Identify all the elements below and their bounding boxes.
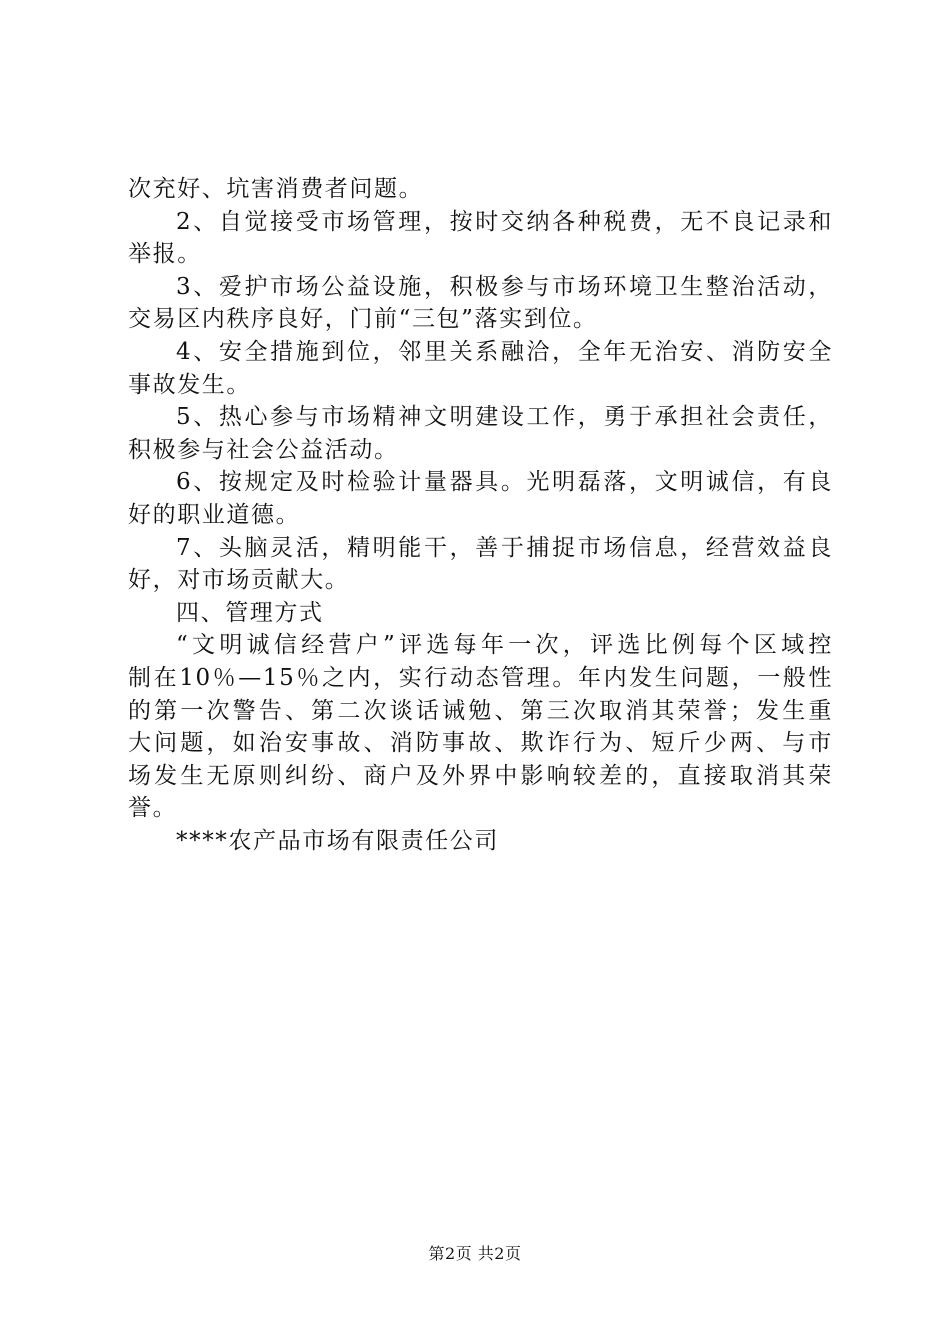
text-line: 事故发生。 (128, 371, 251, 398)
text-line: 3、爱护市场公益设施，积极参与市场环境卫生整治活动， (176, 273, 833, 300)
document-body (128, 173, 833, 857)
text-line: 好的职业道德。 (128, 501, 301, 528)
text-line: 举报。 (128, 241, 202, 268)
text-line: 6、按规定及时检验计量器具。光明磊落，文明诚信，有良 (176, 469, 833, 496)
text-line: 7、头脑灵活，精明能干，善于捕捉市场信息，经营效益良 (176, 534, 833, 561)
text-line: 次充好、坑害消费者问题。 (128, 176, 424, 202)
text-line: 大问题，如治安事故、消防事故、欺诈行为、短斤少两、与市 (128, 730, 833, 757)
text-line: 场发生无原则纠纷、商户及外界中影响较差的，直接取消其荣 (128, 762, 833, 789)
text-line: “文明诚信经营户”评选每年一次，评选比例每个区域控 (176, 632, 833, 659)
text-line: 四、管理方式 (176, 599, 324, 626)
text-line: 积极参与社会公益活动。 (128, 436, 399, 463)
text-line: 5、热心参与市场精神文明建设工作，勇于承担社会责任， (176, 404, 833, 431)
text-line: 的第一次警告、第二次谈话诫勉、第三次取消其荣誉；发生重 (128, 697, 833, 724)
text-line: 交易区内秩序良好，门前“三包”落实到位。 (128, 306, 598, 333)
page-footer: 第2页 共2页 (428, 1244, 522, 1263)
text-line: 誉。 (128, 795, 178, 822)
text-line: 好，对市场贡献大。 (128, 567, 350, 594)
text-line: ****农产品市场有限责任公司 (176, 827, 499, 854)
text-line: 制在10％—15％之内，实行动态管理。年内发生问题，一般性 (128, 664, 833, 691)
text-line: 2、自觉接受市场管理，按时交纳各种税费，无不良记录和 (176, 208, 833, 235)
text-line: 4、安全措施到位，邻里关系融洽，全年无治安、消防安全 (176, 338, 833, 365)
